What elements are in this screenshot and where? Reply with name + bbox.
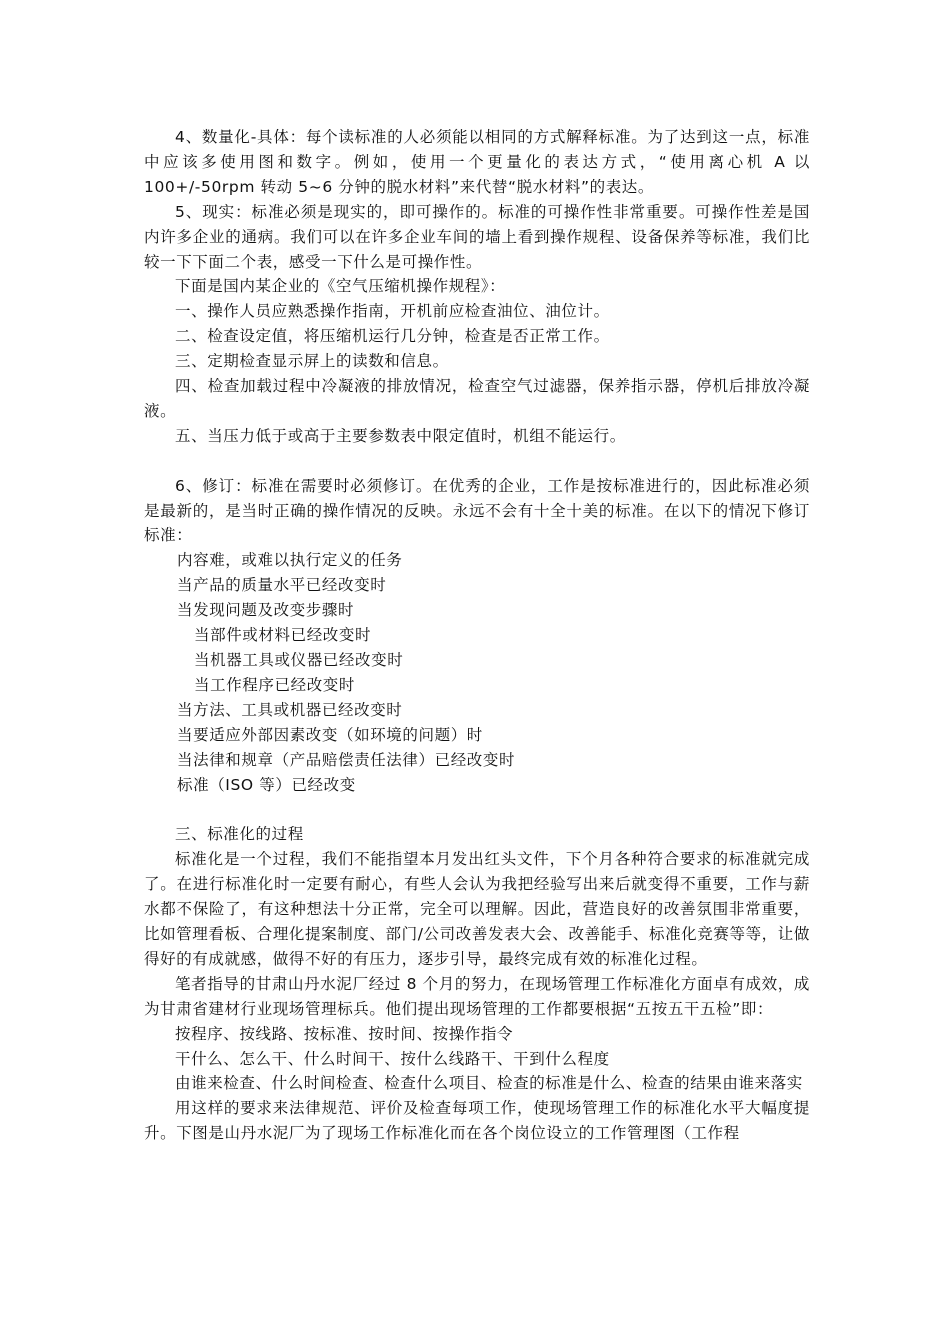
compressor-rule-1: 一、操作人员应熟悉操作指南，开机前应检查油位、油位计。 (175, 302, 610, 321)
paragraph-shandan-cement: 笔者指导的甘肃山丹水泥厂经过 8 个月的努力，在现场管理工作标准化方面卓有成效，成为甘肃省建材行业现场管理标兵。他们提出现场管理的工作都要根据“五按五干五检”即： (144, 974, 810, 1018)
section-heading-standardization-process: 三、标准化的过程 (175, 825, 304, 844)
document-body (144, 125, 810, 1146)
paragraph-revision: 6、修订：标准在需要时必须修订。在优秀的企业，工作是按标准进行的，因此标准必须是最新的，是当时正确的操作情况的反映。永远不会有十全十美的标准。在以下的情况下修订标准： (144, 476, 810, 545)
revision-subitem: 当部件或材料已经改变时 (194, 626, 372, 645)
paragraph-realistic: 5、现实：标准必须是现实的，即可操作的。标准的可操作性非常重要。可操作性差是国内许多企业的通病。我们可以在许多企业车间的墙上看到操作规程、设备保养等标准，我们比较一下下面二个表，感受一下什么是可操作性。 (144, 202, 810, 271)
revision-subitem: 当工作程序已经改变时 (194, 675, 356, 694)
revision-item: 内容难，或难以执行定义的任务 (177, 551, 403, 570)
compressor-rule-2: 二、检查设定值，将压缩机运行几分钟，检查是否正常工作。 (175, 327, 610, 346)
paragraph-quantification: 4、数量化-具体：每个读标准的人必须能以相同的方式解释标准。为了达到这一点，标准中应该多使用图和数字。例如，使用一个更量化的表达方式，“使用离心机 A 以 100+/-50rpm 转动 5~6 分钟的脱水材料”来代替“脱水材料”的表达。 (144, 128, 810, 196)
five-rules-line-2: 干什么、怎么干、什么时间干、按什么线路干、干到什么程度 (175, 1049, 610, 1068)
revision-item: 当产品的质量水平已经改变时 (177, 576, 387, 595)
revision-item: 当发现问题及改变步骤时 (177, 601, 355, 620)
blank-line (144, 797, 810, 822)
blank-line (144, 449, 810, 474)
revision-item: 当要适应外部因素改变（如环境的问题）时 (177, 725, 483, 744)
paragraph-management-chart: 用这样的要求来法律规范、评价及检查每项工作，使现场管理工作的标准化水平大幅度提升。下图是山丹水泥厂为了现场工作标准化而在各个岗位设立的工作管理图（工作程 (144, 1099, 810, 1143)
compressor-rule-3: 三、定期检查显示屏上的读数和信息。 (175, 352, 449, 371)
paragraph-standardization-process: 标准化是一个过程，我们不能指望本月发出红头文件，下个月各种符合要求的标准就完成了。在进行标准化时一定要有耐心，有些人会认为我把经验写出来后就变得不重要，工作与薪水都不保险了，有这种想法十分正常，完全可以理解。因此，营造良好的改善氛围非常重要，比如管理看板、合理化提案制度、部门/公司改善发表大会、改善能手、标准化竞赛等等，让做得好的有成就感，做得不好的有压力，逐步引导，最终完成有效的标准化过程。 (144, 850, 810, 968)
revision-subitem: 当机器工具或仪器已经改变时 (194, 651, 404, 670)
revision-item: 标准（ISO 等）已经改变 (177, 775, 356, 794)
five-rules-line-3: 由谁来检查、什么时间检查、检查什么项目、检查的标准是什么、检查的结果由谁来落实 (175, 1074, 803, 1093)
five-rules-line-1: 按程序、按线路、按标准、按时间、按操作指令 (175, 1024, 514, 1043)
revision-item: 当法律和规章（产品赔偿责任法律）已经改变时 (177, 750, 516, 769)
compressor-rule-4: 四、检查加载过程中冷凝液的排放情况，检查空气过滤器，保养指示器，停机后排放冷凝液。 (144, 377, 810, 420)
revision-item: 当方法、工具或机器已经改变时 (177, 700, 403, 719)
compressor-rule-5: 五、当压力低于或高于主要参数表中限定值时，机组不能运行。 (175, 426, 626, 445)
compressor-rules-intro: 下面是国内某企业的《空气压缩机操作规程》： (175, 277, 506, 296)
